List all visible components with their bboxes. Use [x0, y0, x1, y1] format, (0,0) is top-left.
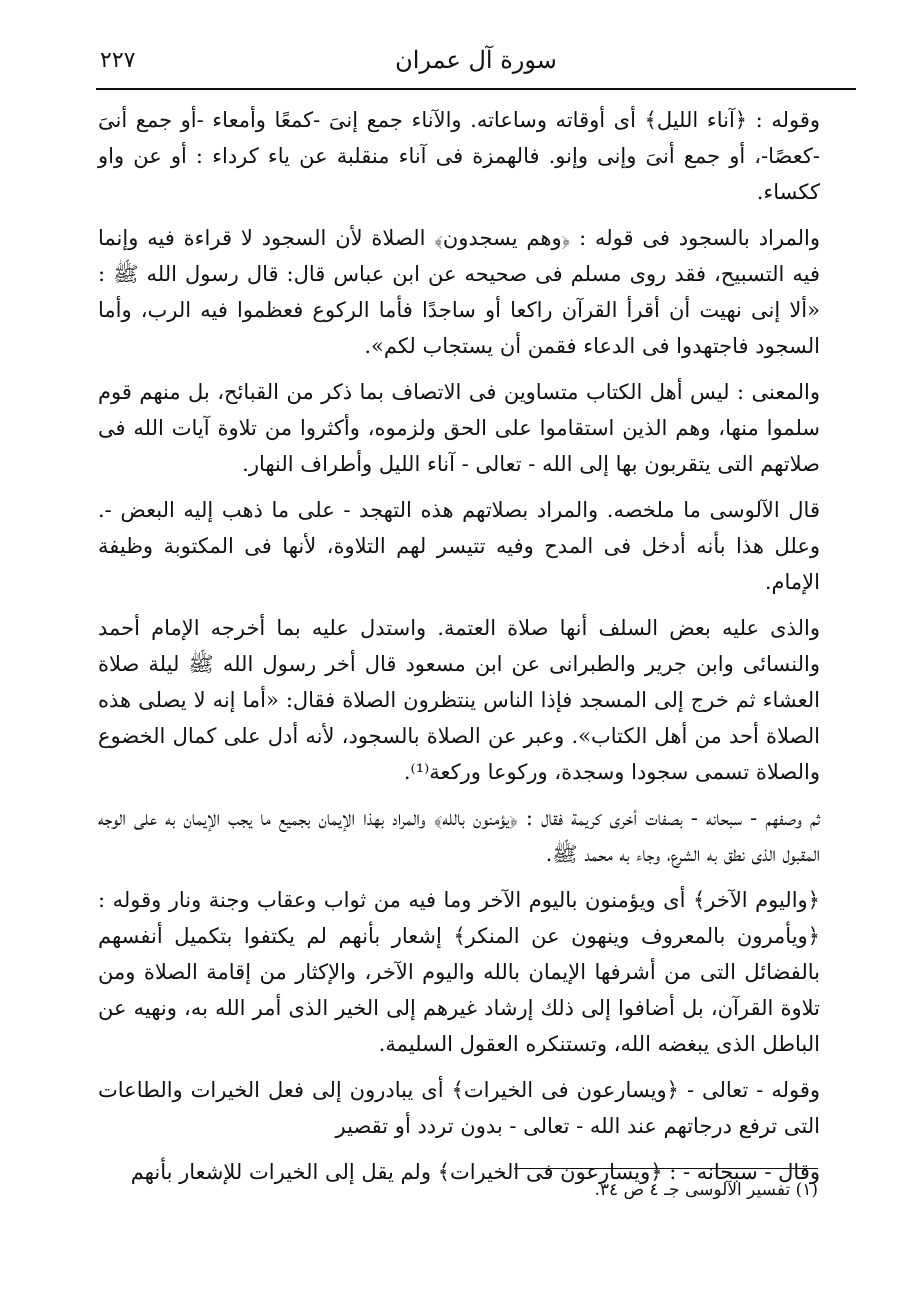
paragraph: وقال - سبحانه - : ﴿ويسارعون فى الخيرات﴾ ولم يقل إلى الخيرات للإشعار بأنهم — [130, 1160, 820, 1184]
footnote: (١) تفسير الآلوسى جـ ٤ ص ٣٤. — [594, 1180, 818, 1200]
page-number: ٢٢٧ — [100, 48, 136, 73]
page-title: سورة آل عمران — [395, 46, 557, 74]
paragraph: ثم وصفهم - سبحانه - بصفات أخرى كريمة فقال : ﴿يؤمنون بالله﴾ والمراد بهذا الإيمان بجميع ما يجب الإيمان به على الوجه المقبول الذى نطق به الشرع، وجاء به محمد ﷺ. — [98, 806, 820, 866]
footnote-divider — [514, 1168, 818, 1169]
paragraph: وقوله : ﴿آناء الليل﴾ أى أوقاته وساعاته. والآناء جمع إنىَ -كمعًا وأمعاء -أو جمع أنىَ -كعصًا-، أو جمع أنىَ وإنى وإنو. فالهمزة فى آناء منقلبة عن ياء كرداء : أو عن واو ككساء. — [98, 108, 820, 204]
main-text — [98, 102, 820, 1200]
paragraph: والذى عليه بعض السلف أنها صلاة العتمة. واستدل عليه بما أخرجه الإمام أحمد والنسائى وابن جرير والطبرانى عن ابن مسعود قال أخر رسول الله ﷺ ليلة صلاة العشاء ثم خرج إلى المسجد فإذا الناس ينتظرون الصلاة فقال: «أما إنه لا يصلى هذه الصلاة أحد من أهل الكتاب». وعبر عن الصلاة بالسجود، لأنه أدل على كمال الخضوع والصلاة تسمى سجودا وسجدة، وركوعا وركعة⁽¹⁾. — [98, 616, 820, 784]
page-header — [96, 40, 856, 88]
paragraph: والمعنى : ليس أهل الكتاب متساوين فى الاتصاف بما ذكر من القبائح، بل منهم قوم سلموا منها، وهم الذين استقاموا على الحق ولزموه، وأكثروا من تلاوة آيات الله فى صلاتهم التى يتقربون بها إلى الله - تعالى - آناء الليل وأطراف النهار. — [98, 380, 820, 476]
paragraph: قال الآلوسى ما ملخصه. والمراد بصلاتهم هذه التهجد - على ما ذهب إليه البعض -. وعلل هذا بأنه أدخل فى المدح وفيه تتيسر لهم التلاوة، لأنها فى المكتوبة وظيفة الإمام. — [98, 498, 820, 594]
paragraph: ﴿واليوم الآخر﴾ أى ويؤمنون باليوم الآخر وما فيه من ثواب وعقاب وجنة ونار وقوله : ﴿ويأمرون بالمعروف وينهون عن المنكر﴾ إشعار بأنهم لم يكتفوا بتكميل أنفسهم بالفضائل التى من أشرفها الإيمان بالله واليوم الآخر، والإكثار من إقامة الصلاة ومن تلاوة القرآن، بل أضافوا إلى ذلك إرشاد غيرهم إلى الخير الذى أمر الله به، ونهيه عن الباطل الذى يبغضه الله، وتستنكره العقول السليمة. — [98, 888, 820, 1056]
header-divider — [96, 88, 856, 90]
paragraph: والمراد بالسجود فى قوله : ﴿وهم يسجدون﴾ الصلاة لأن السجود لا قراءة فيه وإنما فيه التسبيح، فقد روى مسلم فى صحيحه عن ابن عباس قال: قال رسول الله ﷺ : «ألا إنى نهيت أن أقرأ القرآن راكعا أو ساجدًا فأما الركوع فعظموا فيه الرب، وأما السجود فاجتهدوا فى الدعاء فقمن أن يستجاب لكم». — [98, 226, 820, 358]
paragraph: وقوله - تعالى - ﴿ويسارعون فى الخيرات﴾ أى يبادرون إلى فعل الخيرات والطاعات التى ترفع درجاتهم عند الله - تعالى - بدون تردد أو تقصير — [98, 1078, 820, 1138]
